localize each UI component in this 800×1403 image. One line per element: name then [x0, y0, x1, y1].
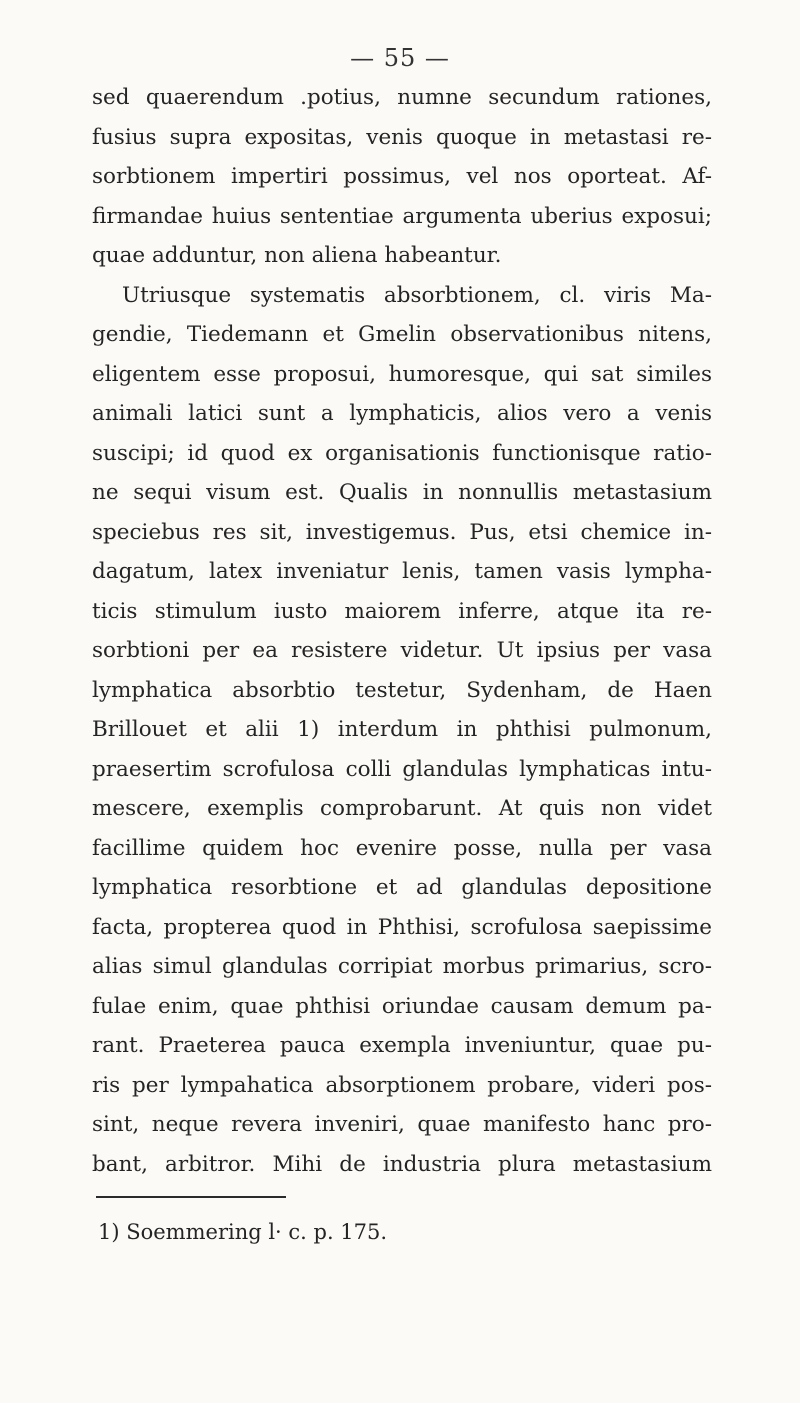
- text-line: animali latici sunt a lymphaticis, alios vero a venis: [92, 401, 712, 426]
- text-line: quae adduntur, non aliena habeantur.: [92, 243, 502, 268]
- text-line: ris per lympahatica absorptionem probare, videri pos-: [92, 1073, 712, 1098]
- footnote-divider: [96, 1196, 286, 1198]
- text-line: gendie, Tiedemann et Gmelin observationibus nitens,: [92, 322, 712, 347]
- footnote: 1) Soemmering l· c. p. 175.: [98, 1220, 388, 1244]
- text-line: firmandae huius sententiae argumenta uberius exposui;: [92, 204, 712, 229]
- text-line: suscipi; id quod ex organisationis functionisque ratio-: [92, 441, 712, 466]
- text-line: facta, propterea quod in Phthisi, scrofulosa saepissime: [92, 915, 712, 940]
- text-line: rant. Praeterea pauca exempla inveniuntur, quae pu-: [92, 1033, 712, 1058]
- text-line: dagatum, latex inveniatur lenis, tamen vasis lympha-: [92, 559, 712, 584]
- text-line: ticis stimulum iusto maiorem inferre, atque ita re-: [92, 599, 712, 624]
- page-number: — 55 —: [350, 44, 450, 72]
- text-line: sorbtioni per ea resistere videtur. Ut ipsius per vasa: [92, 638, 712, 663]
- text-line: Utriusque systematis absorbtionem, cl. viris Ma-: [122, 283, 712, 308]
- text-line: Brillouet et alii 1) interdum in phthisi pulmonum,: [92, 717, 712, 742]
- text-line: alias simul glandulas corripiat morbus primarius, scro-: [92, 954, 712, 979]
- text-line: facillime quidem hoc evenire posse, nulla per vasa: [92, 836, 712, 861]
- text-line: speciebus res sit, investigemus. Pus, etsi chemice in-: [92, 520, 712, 545]
- text-line: praesertim scrofulosa colli glandulas lymphaticas intu-: [92, 757, 712, 782]
- text-line: fusius supra expositas, venis quoque in metastasi re-: [92, 125, 712, 150]
- text-line: mescere, exemplis comprobarunt. At quis non videt: [92, 796, 712, 821]
- text-line: eligentem esse proposui, humoresque, qui sat similes: [92, 362, 712, 387]
- text-line: sint, neque revera inveniri, quae manifesto hanc pro-: [92, 1112, 712, 1137]
- text-line: fulae enim, quae phthisi oriundae causam demum pa-: [92, 994, 712, 1019]
- text-line: sorbtionem impertiri possimus, vel nos oporteat. Af-: [92, 164, 712, 189]
- text-line: bant, arbitror. Mihi de industria plura metastasium: [92, 1152, 712, 1177]
- text-line: ne sequi visum est. Qualis in nonnullis metastasium: [92, 480, 712, 505]
- text-line: sed quaerendum .potius, numne secundum rationes,: [92, 85, 712, 110]
- text-line: lymphatica absorbtio testetur, Sydenham, de Haen: [92, 678, 712, 703]
- text-line: lymphatica resorbtione et ad glandulas depositione: [92, 875, 712, 900]
